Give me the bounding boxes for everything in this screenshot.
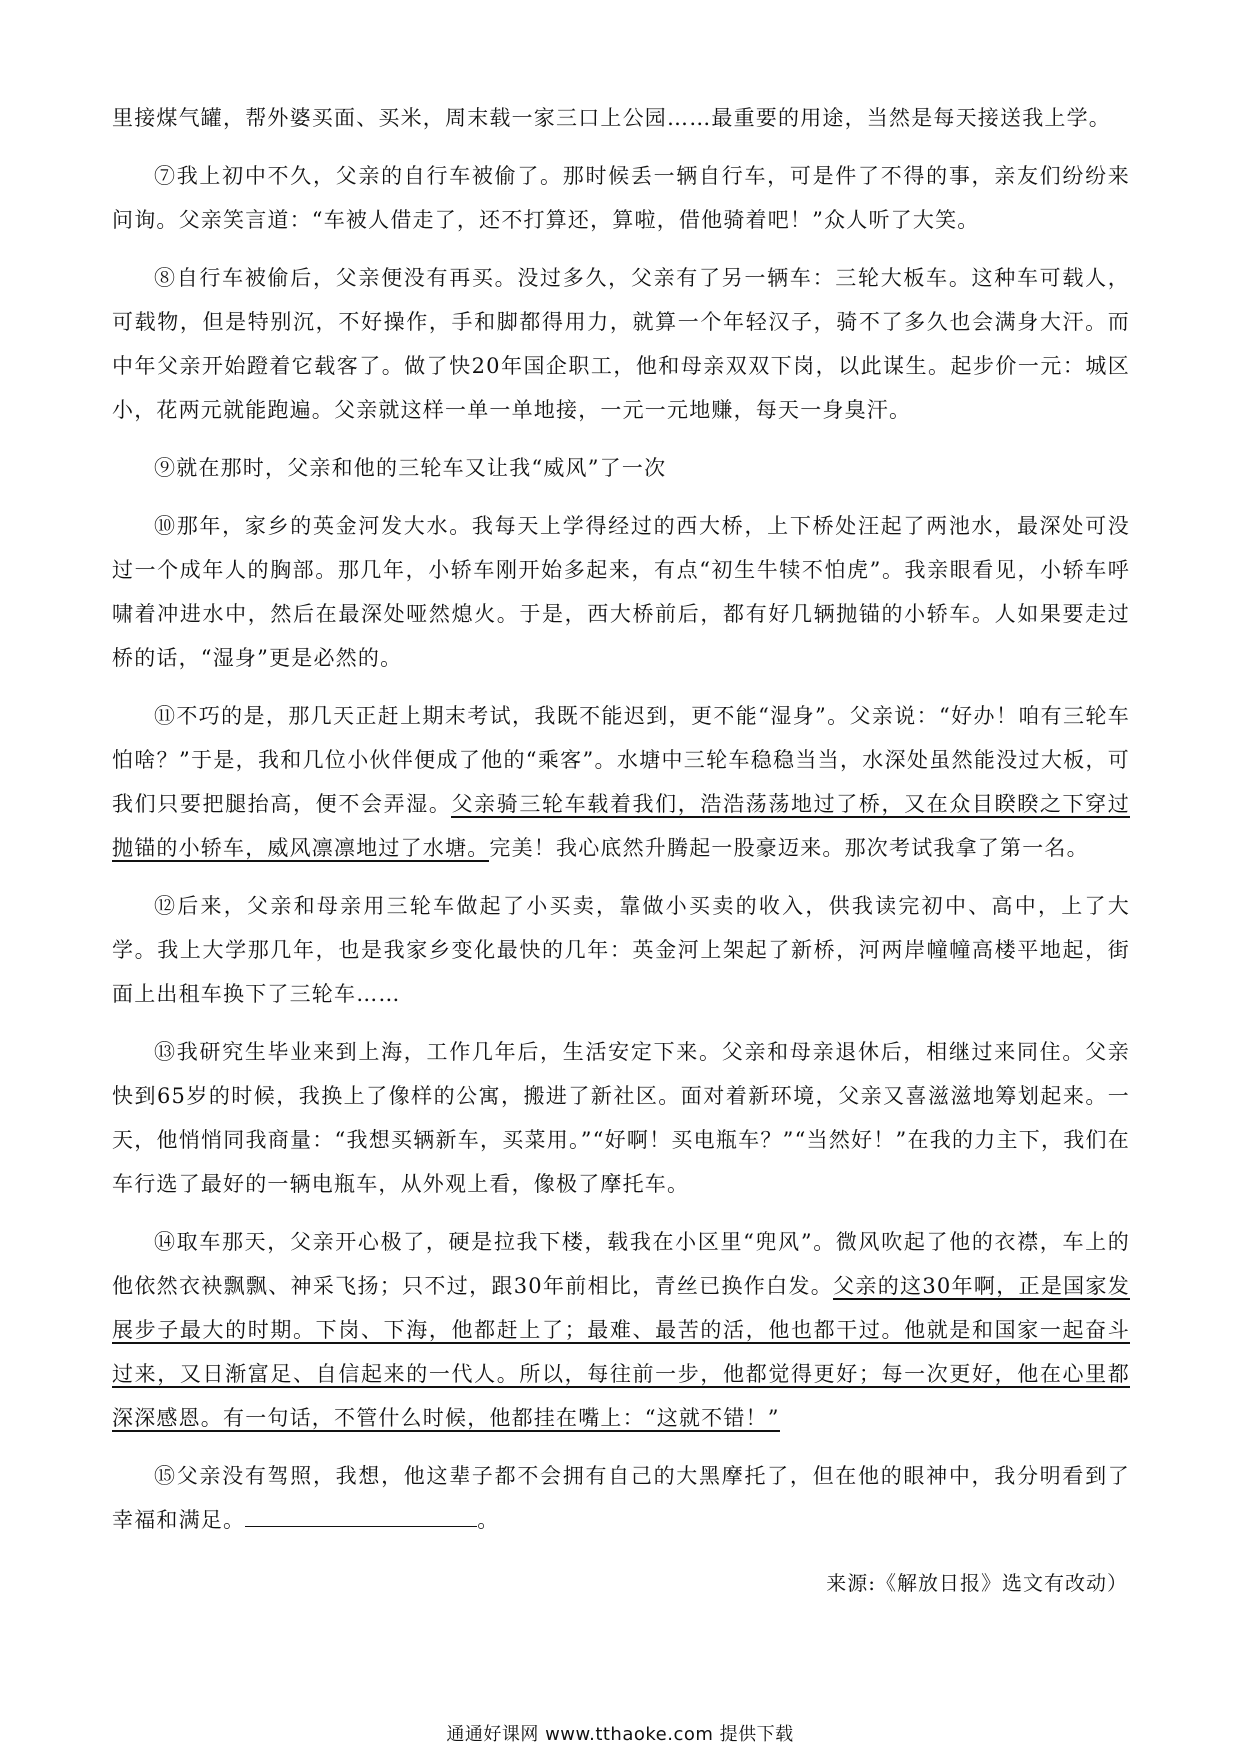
- paragraph-15-text: ⑮父亲没有驾照，我想，他这辈子都不会拥有自己的大黑摩托了，但在他的眼神中，我分明看到了幸福和满足。: [112, 1464, 1130, 1532]
- paragraph-14-underlined-passage: 父亲的这30年啊，正是国家发展步子最大的时期。下岗、下海，他都赶上了；最难、最苦的活，他也都干过。他就是和国家一起奋斗过来，又日渐富足、自信起来的一代人。所以，每往前一步，他都觉得更好；每一次更好，他在心里都深深感恩。有一句话，不管什么时候，他都挂在嘴上：“这就不错！”: [112, 1274, 1130, 1430]
- answer-blank[interactable]: [245, 1504, 477, 1527]
- paragraph-13: ⑬我研究生毕业来到上海，工作几年后，生活安定下来。父亲和母亲退休后，相继过来同住。父亲快到65岁的时候，我换上了像样的公寓，搬进了新社区。面对着新环境，父亲又喜滋滋地筹划起来。一天，他悄悄同我商量：“我想买辆新车，买菜用。”“好啊！买电瓶车？”“当然好！”在我的力主下，我们在车行选了最好的一辆电瓶车，从外观上看，像极了摩托车。: [112, 1040, 1130, 1196]
- article-body: [112, 96, 1130, 1556]
- paragraph-11-text-b: 完美！我心底然升腾起一股豪迈来。那次考试我拿了第一名。: [489, 836, 1089, 860]
- paragraph-0: 里接煤气罐，帮外婆买面、买米，周末载一家三口上公园……最重要的用途，当然是每天接送我上学。: [112, 106, 1111, 130]
- paragraph-15-end: 。: [477, 1508, 500, 1532]
- article-source: 来源:《解放日报》选文有改动）: [826, 1571, 1128, 1595]
- paragraph-11-underlined-sentence: 父亲骑三轮车载着我们，浩浩荡荡地过了桥，又在众目睽睽之下穿过抛锚的小轿车，威风凛凛地过了水塘。: [112, 792, 1131, 860]
- paragraph-11: [112, 694, 1130, 870]
- paragraph-15: [112, 1454, 1130, 1542]
- page-footer: 通通好课网 www.tthaoke.com 提供下载: [446, 1724, 794, 1745]
- paragraph-9: ⑨就在那时，父亲和他的三轮车又让我“威风”了一次: [154, 456, 667, 480]
- paragraph-14: [112, 1220, 1130, 1440]
- paragraph-10: ⑩那年，家乡的英金河发大水。我每天上学得经过的西大桥，上下桥处汪起了两池水，最深处可没过一个成年人的胸部。那几年，小轿车刚开始多起来，有点“初生牛犊不怕虎”。我亲眼看见，小轿车呼啸着冲进水中，然后在最深处哑然熄火。于是，西大桥前后，都有好几辆抛锚的小轿车。人如果要走过桥的话，“湿身”更是必然的。: [112, 514, 1130, 670]
- paragraph-8: ⑧自行车被偷后，父亲便没有再买。没过多久，父亲有了另一辆车：三轮大板车。这种车可载人，可载物，但是特别沉，不好操作，手和脚都得用力，就算一个年轻汉子，骑不了多久也会满身大汗。而中年父亲开始蹬着它载客了。做了快20年国企职工，他和母亲双双下岗，以此谋生。起步价一元：城区小，花两元就能跑遍。父亲就这样一单一单地接，一元一元地赚，每天一身臭汗。: [112, 266, 1130, 422]
- paragraph-14-text-a: ⑭取车那天，父亲开心极了，硬是拉我下楼，载我在小区里“兜风”。微风吹起了他的衣襟，车上的他依然衣袂飘飘、神采飞扬；只不过，跟30年前相比，青丝已换作白发。: [112, 1230, 1130, 1298]
- paragraph-7: ⑦我上初中不久，父亲的自行车被偷了。那时候丢一辆自行车，可是件了不得的事，亲友们纷纷来问询。父亲笑言道：“车被人借走了，还不打算还，算啦，借他骑着吧！”众人听了大笑。: [112, 164, 1130, 232]
- paragraph-11-text-a: ⑪不巧的是，那几天正赶上期末考试，我既不能迟到，更不能“湿身”。父亲说：“好办！咱有三轮车怕啥？”于是，我和几位小伙伴便成了他的“乘客”。水塘中三轮车稳稳当当，水深处虽然能没过大板，可我们只要把腿抬高，便不会弄湿。: [112, 704, 1130, 816]
- paragraph-12: ⑫后来，父亲和母亲用三轮车做起了小买卖，靠做小买卖的收入，供我读完初中、高中，上了大学。我上大学那几年，也是我家乡变化最快的几年：英金河上架起了新桥，河两岸幢幢高楼平地起，街面上出租车换下了三轮车……: [112, 894, 1130, 1006]
